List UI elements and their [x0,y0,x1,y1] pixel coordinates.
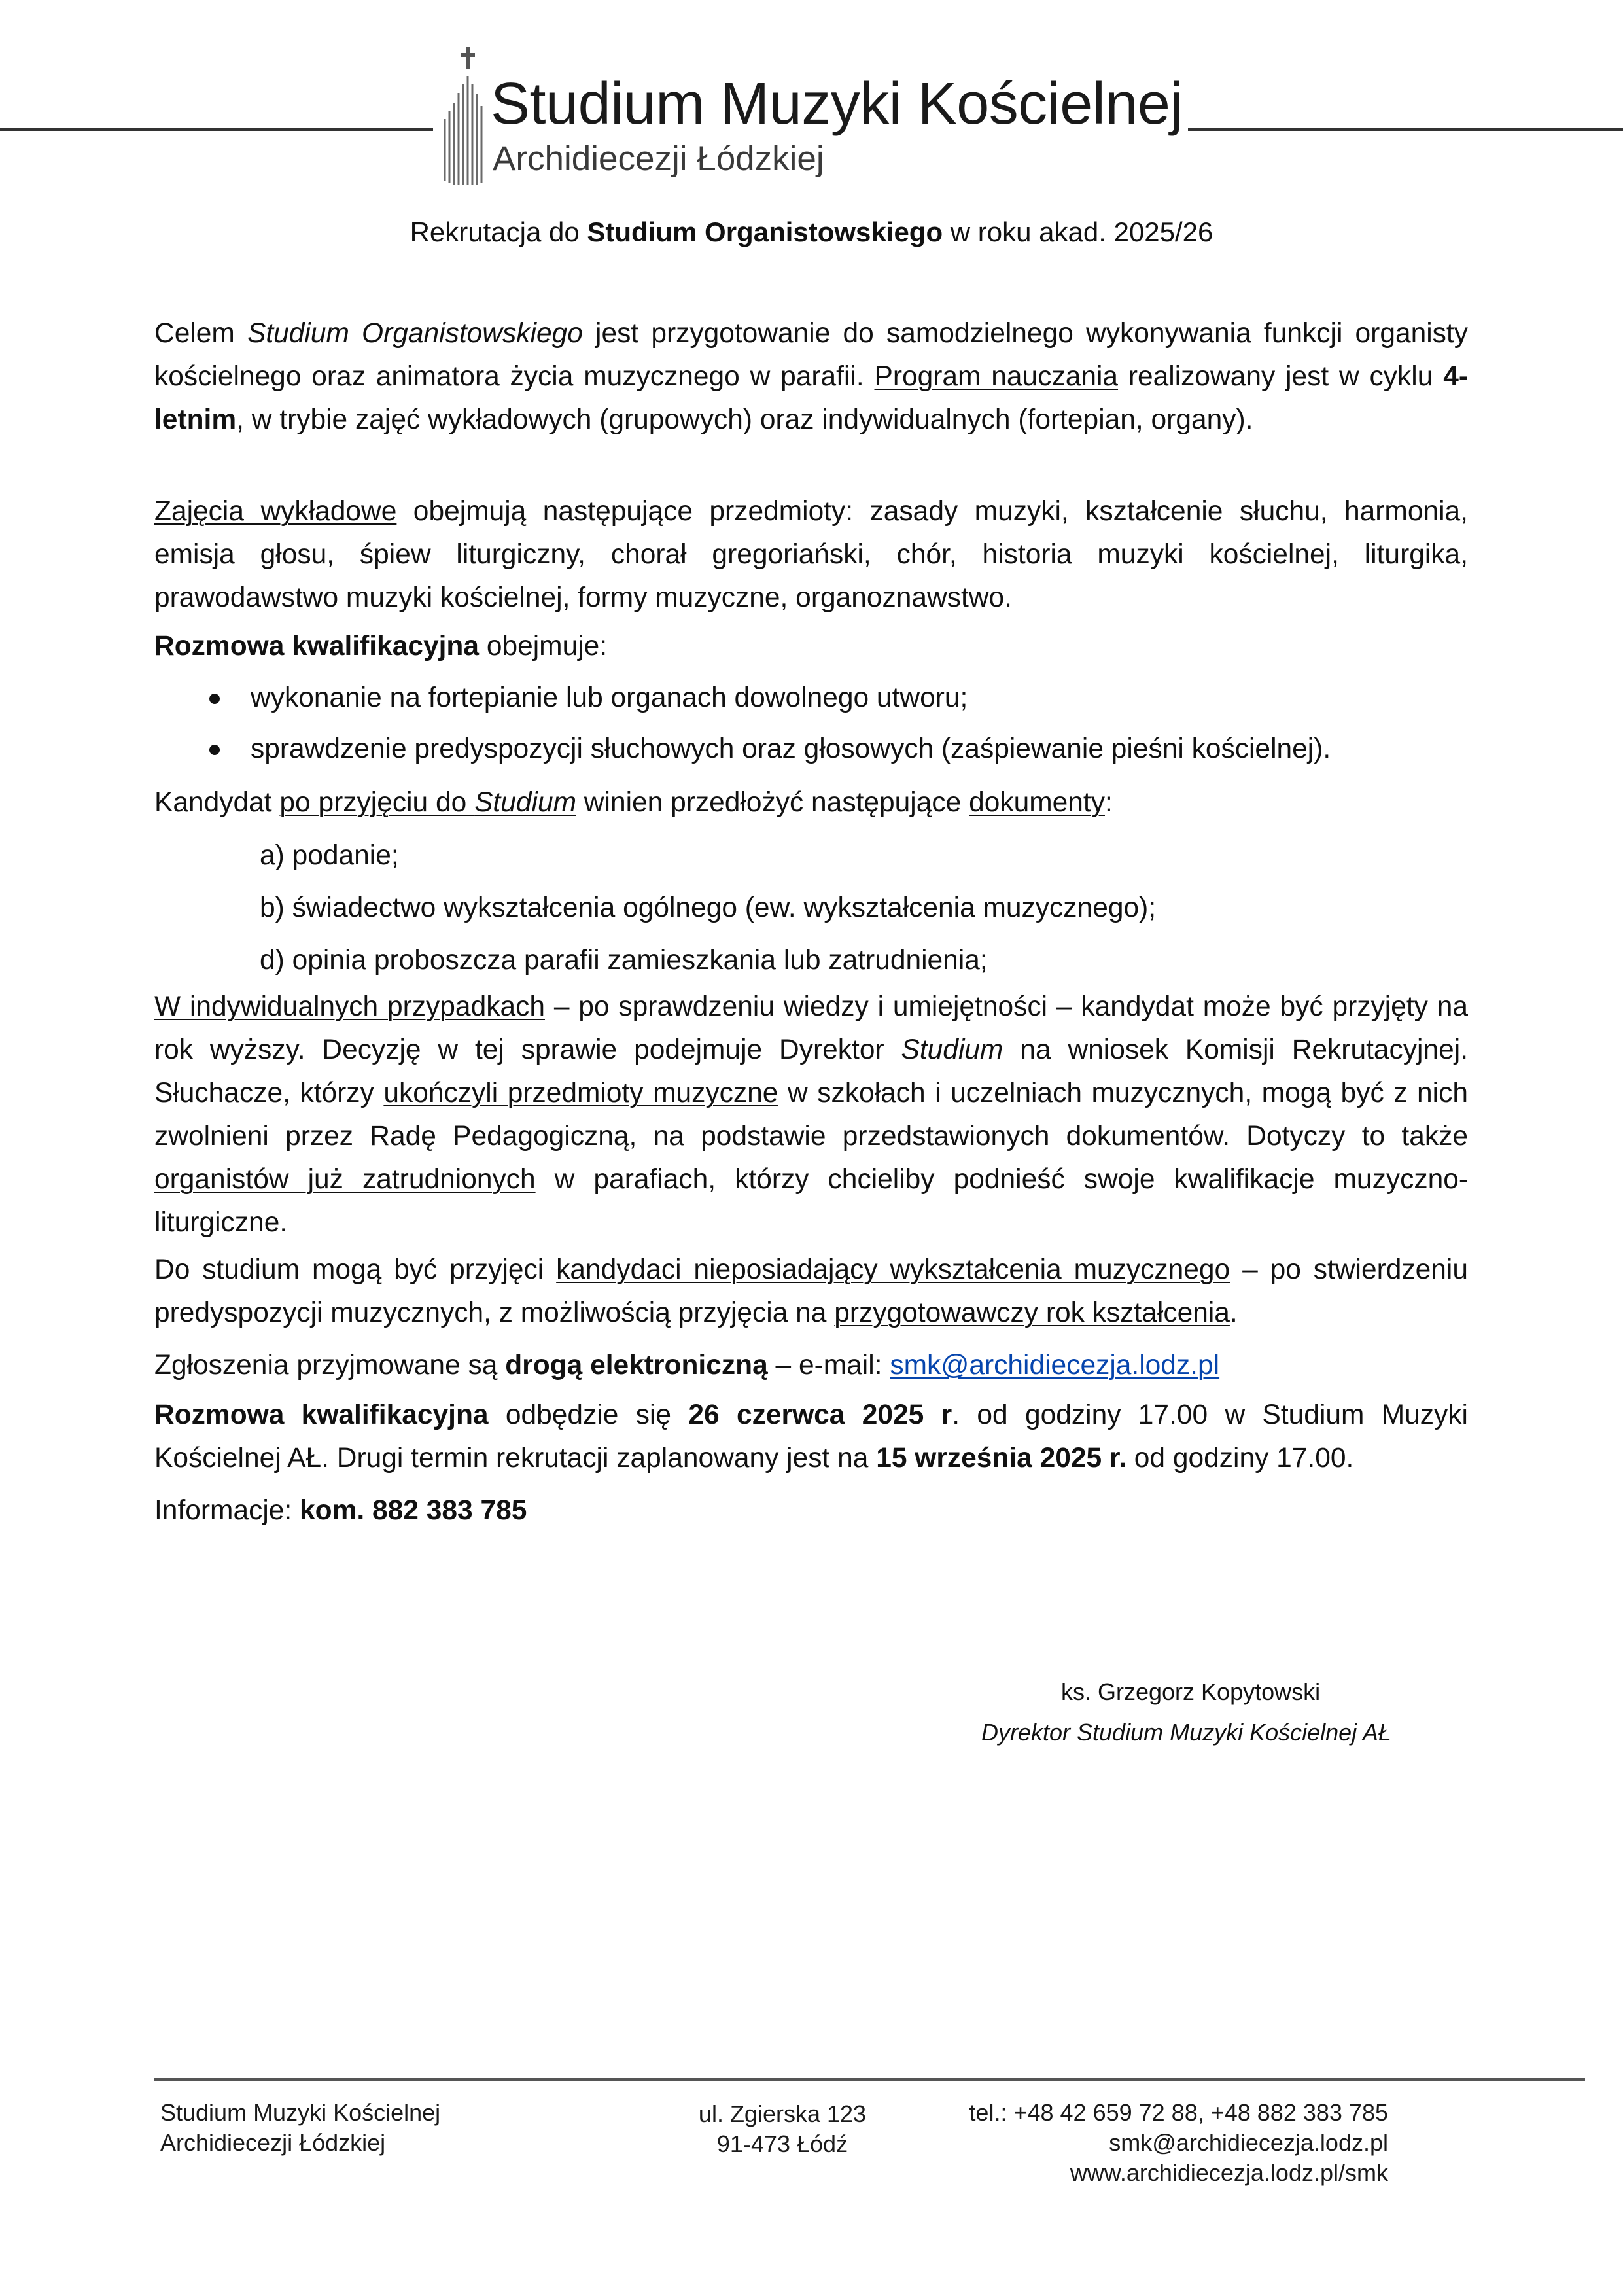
documents-underline-italic: Studium [474,787,576,818]
title-bold: Studium Organistowskiego [587,217,943,247]
applications-text: Zgłoszenia przyjmowane są [154,1350,506,1381]
no-music-text: – po stwierdzeniu predyspozycji muzycznych, z możliwością przyjęcia na [154,1254,1468,1328]
org-subtitle: Archidiecezji Łódzkiej [493,139,824,178]
interview-heading [154,625,1468,668]
document-item: a) podanie; [260,840,399,871]
footer-addr-line1: ul. Zgierska 123 [698,2100,867,2127]
document-item: b) świadectwo wykształcenia ogólnego (ew. wykształcenia muzycznego); [260,892,1157,923]
list-item [154,728,1468,771]
footer-org [160,2098,440,2158]
interview-heading-rest: obejmuje: [479,631,608,662]
documents-list [154,834,1468,982]
dates-paragraph [154,1394,1468,1480]
body-text-info [154,1489,1468,1532]
no-music-paragraph [154,1248,1468,1335]
lectures-paragraph [154,490,1468,620]
individual-text: na wniosek Komisji Rekrutacyjnej. Słuchacze, którzy [154,1034,1468,1108]
list-item [154,677,1468,720]
footer-rule [154,2078,1585,2081]
dates-bold: Rozmowa kwalifikacyjna [154,1400,489,1430]
interview-bullets [154,728,1468,771]
documents-text: : [1104,787,1113,818]
no-music-underline: kandydaci nieposiadający wykształcenia muzycznego [556,1254,1230,1285]
applications-paragraph [154,1344,1468,1387]
lectures-text: obejmują następujące przedmioty: zasady muzyki, kształcenie słuchu, harmonia, emisja głosu, śpiew liturgiczny, chorał gregoriański, chór, historia muzyki kościelnej, liturgika, prawodawstwo muzyki kościelnej, formy muzyczne, organoznawstwo. [154,496,1468,613]
intro-text: Celem [154,318,247,349]
footer-addr-line2: 91-473 Łódź [716,2130,848,2157]
footer-email[interactable]: smk@archidiecezja.lodz.pl [1109,2129,1388,2156]
title-prefix: Rekrutacja do [410,217,587,247]
body-text-dates [154,1394,1468,1480]
signature-name: ks. Grzegorz Kopytowski [1061,1678,1321,1705]
list-item-text: wykonanie na fortepianie lub organach dowolnego utworu; [251,682,968,713]
dates-bold-2: 26 czerwca 2025 r [688,1400,952,1430]
intro-italic: Studium Organistowskiego [247,318,583,349]
document-item: d) opinia proboszcza parafii zamieszkania lub zatrudnienia; [260,945,988,976]
individual-text: w szkołach i uczelniach muzycznych, mogą być z nich zwolnieni przez Radę Pedagogiczną, na podstawie przedstawionych dokumentów. Dotyczy to także [154,1078,1469,1152]
body-text-individual [154,985,1468,1245]
bullet-icon [209,745,220,755]
no-music-underline-2: przygotowawczy rok kształcenia [834,1298,1230,1328]
documents-underline-2: dokumenty [969,787,1105,818]
documents-text: winien przedłożyć następujące [576,787,969,818]
footer-phone: tel.: +48 42 659 72 88, +48 882 383 785 [969,2099,1388,2126]
documents-underline-text: po przyjęciu do [279,787,475,818]
body-text-lectures [154,490,1468,620]
interview-bullets [154,677,1468,720]
list-item-text: sprawdzenie predyspozycji słuchowych oraz głosowych (zaśpiewanie pieśni kościelnej). [251,733,1331,764]
individual-underline: W indywidualnych przypadkach [154,991,545,1022]
title-suffix: w roku akad. 2025/26 [943,217,1213,247]
applications-text: – e-mail: [767,1350,890,1381]
lectures-underline: Zajęcia wykładowe [154,496,397,527]
header-rule-left [0,128,433,131]
individual-text: – po sprawdzeniu wiedzy i umiejętności – kandydat może być przyjęty na rok wyższy. Decyzję w tej sprawie podejmuje Dyrektor [154,991,1468,1065]
documents-paragraph [154,781,1468,824]
bullet-icon [209,694,220,704]
no-music-text: Do studium mogą być przyjęci [154,1254,557,1285]
interview-heading-bold: Rozmowa kwalifikacyjna [154,631,480,662]
info-paragraph [154,1489,1468,1532]
info-phone: kom. 882 383 785 [300,1495,527,1526]
footer-org-line1: Studium Muzyki Kościelnej [160,2099,441,2126]
body-text-top [154,312,1468,442]
intro-text: realizowany jest w cyklu [1118,361,1444,392]
intro-bold: 4-letnim [154,361,1468,435]
applications-bold: drogą elektroniczną [505,1350,768,1381]
documents-intro [154,781,1468,824]
intro-text: jest przygotowanie do samodzielnego wykonywania funkcji organisty kościelnego oraz animatora życia muzycznego w parafii. [154,318,1468,392]
interview-list [154,677,1468,720]
no-music-text: . [1229,1298,1238,1328]
document-title [0,216,1623,249]
individual-paragraph [154,985,1468,1245]
dates-text: . od godziny 17.00 w Studium Muzyki Kościelnej AŁ. Drugi termin rekrutacji zaplanowany jest na [154,1400,1469,1474]
individual-underline-2: ukończyli przedmioty muzyczne [383,1078,778,1108]
intro-text: , w trybie zajęć wykładowych (grupowych) oraz indywidualnych (fortepian, organy). [236,404,1253,435]
dates-bold-3: 15 września 2025 r. [876,1443,1126,1474]
individual-text: w parafiach, którzy chcieliby podnieść swoje kwalifikacje muzyczno-liturgiczne. [154,1164,1468,1238]
individual-underline-3: organistów już zatrudnionych [154,1164,536,1195]
organ-pipes-cross-icon [442,47,487,186]
documents-underline [279,787,576,818]
body-text-applications [154,1344,1468,1387]
intro-underline: Program nauczania [874,361,1119,392]
email-link[interactable]: smk@archidiecezja.lodz.pl [890,1350,1220,1381]
footer-contact [916,2098,1388,2188]
individual-italic: Studium [901,1034,1003,1065]
info-text: Informacje: [154,1495,300,1526]
intro-paragraph [154,312,1468,442]
dates-text: odbędzie się [488,1400,689,1430]
documents-text: Kandydat [154,787,280,818]
org-title: Studium Muzyki Kościelnej [491,71,1183,137]
body-text-interview [154,625,1468,668]
interview-list-2 [154,728,1468,771]
signature-role: Dyrektor Studium Muzyki Kościelnej AŁ [981,1719,1391,1746]
header-rule-right [1188,128,1623,131]
footer-web[interactable]: www.archidiecezja.lodz.pl/smk [1070,2159,1388,2186]
body-text-no-music [154,1248,1468,1335]
footer-org-line2: Archidiecezji Łódzkiej [160,2129,386,2156]
footer-address [665,2099,900,2159]
dates-text: od godziny 17.00. [1126,1443,1354,1474]
